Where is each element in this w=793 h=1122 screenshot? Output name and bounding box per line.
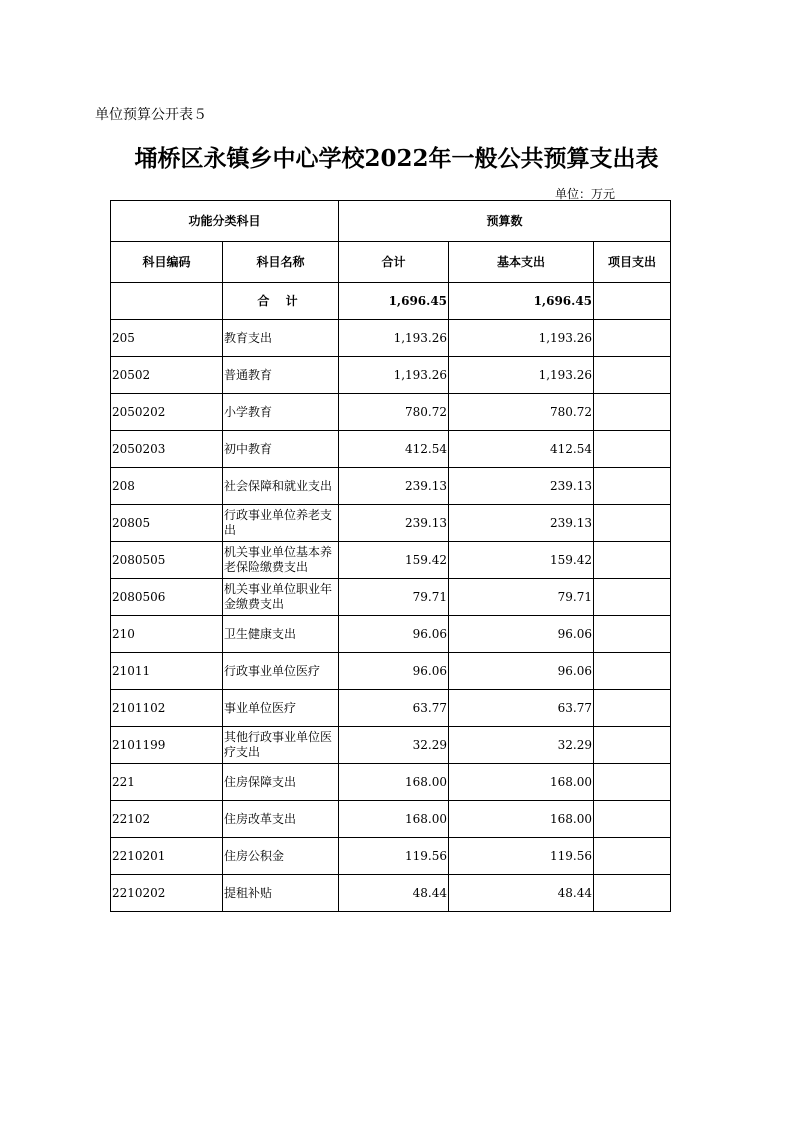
table-row [111,764,671,801]
cell-name: 提租补贴 [223,875,339,912]
cell-project [594,394,671,431]
table-row [111,616,671,653]
table-row [111,727,671,764]
cell-name: 其他行政事业单位医疗支出 [223,727,339,764]
cell-project [594,764,671,801]
table-row [111,875,671,912]
header-basic: 基本支出 [449,242,594,283]
cell-code: 20805 [111,505,223,542]
cell-basic: 1,193.26 [449,357,594,394]
total-project [594,283,671,320]
cell-code: 2101102 [111,690,223,727]
cell-code: 2080506 [111,579,223,616]
cell-total: 119.56 [339,838,449,875]
cell-project [594,616,671,653]
cell-project [594,727,671,764]
cell-total: 412.54 [339,431,449,468]
cell-basic: 780.72 [449,394,594,431]
cell-project [594,875,671,912]
cell-total: 239.13 [339,505,449,542]
cell-code: 2210201 [111,838,223,875]
cell-name: 教育支出 [223,320,339,357]
total-name: 合 计 [223,283,339,320]
cell-project [594,505,671,542]
cell-basic: 168.00 [449,801,594,838]
cell-total: 168.00 [339,764,449,801]
header-code: 科目编码 [111,242,223,283]
table-row [111,838,671,875]
cell-total: 1,193.26 [339,357,449,394]
cell-total: 239.13 [339,468,449,505]
cell-name: 住房公积金 [223,838,339,875]
cell-project [594,801,671,838]
cell-project [594,838,671,875]
cell-name: 卫生健康支出 [223,616,339,653]
table-row [111,468,671,505]
cell-code: 2080505 [111,542,223,579]
cell-total: 96.06 [339,616,449,653]
cell-basic: 96.06 [449,653,594,690]
cell-name: 小学教育 [223,394,339,431]
cell-basic: 159.42 [449,542,594,579]
cell-total: 79.71 [339,579,449,616]
header-name: 科目名称 [223,242,339,283]
table-row [111,394,671,431]
header-row-group [111,201,671,242]
table-row [111,801,671,838]
cell-code: 205 [111,320,223,357]
cell-code: 22102 [111,801,223,838]
total-row [111,283,671,320]
header-func-group: 功能分类科目 [111,201,339,242]
cell-basic: 48.44 [449,875,594,912]
cell-basic: 96.06 [449,616,594,653]
page-title: 埇桥区永镇乡中心学校2022年一般公共预算支出表 [134,145,659,172]
table-row [111,690,671,727]
cell-total: 780.72 [339,394,449,431]
table-row [111,542,671,579]
header-row-columns [111,242,671,283]
cell-name: 机关事业单位职业年金缴费支出 [223,579,339,616]
table-row [111,320,671,357]
cell-name: 行政事业单位医疗 [223,653,339,690]
total-total: 1,696.45 [339,283,449,320]
table-row [111,431,671,468]
table-caption: 单位预算公开表５ [95,107,207,123]
table-row [111,505,671,542]
cell-basic: 412.54 [449,431,594,468]
cell-name: 社会保障和就业支出 [223,468,339,505]
cell-total: 32.29 [339,727,449,764]
cell-name: 住房保障支出 [223,764,339,801]
cell-basic: 1,193.26 [449,320,594,357]
cell-name: 事业单位医疗 [223,690,339,727]
cell-name: 普通教育 [223,357,339,394]
cell-code: 210 [111,616,223,653]
cell-basic: 119.56 [449,838,594,875]
cell-total: 1,193.26 [339,320,449,357]
cell-total: 96.06 [339,653,449,690]
cell-code: 2050202 [111,394,223,431]
cell-total: 159.42 [339,542,449,579]
cell-project [594,431,671,468]
cell-basic: 63.77 [449,690,594,727]
cell-code: 20502 [111,357,223,394]
cell-basic: 168.00 [449,764,594,801]
cell-basic: 239.13 [449,468,594,505]
cell-basic: 239.13 [449,505,594,542]
cell-basic: 32.29 [449,727,594,764]
cell-code: 221 [111,764,223,801]
cell-code: 208 [111,468,223,505]
cell-total: 168.00 [339,801,449,838]
budget-table [110,200,671,912]
header-project: 项目支出 [594,242,671,283]
total-code [111,283,223,320]
cell-total: 48.44 [339,875,449,912]
cell-code: 2210202 [111,875,223,912]
cell-name: 住房改革支出 [223,801,339,838]
cell-project [594,542,671,579]
cell-project [594,579,671,616]
table-row [111,579,671,616]
cell-project [594,690,671,727]
table-row [111,653,671,690]
cell-code: 21011 [111,653,223,690]
cell-name: 机关事业单位基本养老保险缴费支出 [223,542,339,579]
cell-code: 2050203 [111,431,223,468]
header-budget-group: 预算数 [339,201,671,242]
unit-label: 单位：万元 [555,187,616,201]
cell-project [594,468,671,505]
cell-name: 行政事业单位养老支出 [223,505,339,542]
cell-basic: 79.71 [449,579,594,616]
header-total: 合计 [339,242,449,283]
cell-code: 2101199 [111,727,223,764]
cell-project [594,653,671,690]
cell-name: 初中教育 [223,431,339,468]
cell-project [594,357,671,394]
cell-total: 63.77 [339,690,449,727]
total-basic: 1,696.45 [449,283,594,320]
table-row [111,357,671,394]
cell-project [594,320,671,357]
